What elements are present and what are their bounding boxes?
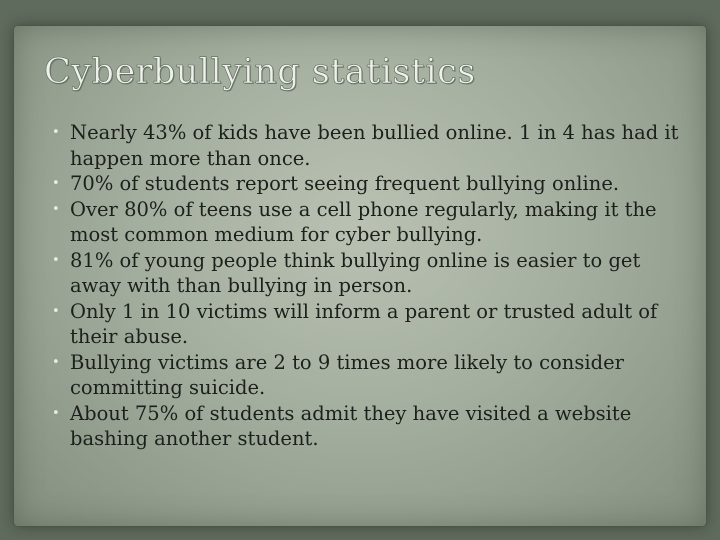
bullet-item: [52, 401, 692, 452]
bullet-text: 81% of young people think bullying online is easier to get away with than bullying in person.: [70, 248, 641, 297]
bullet-dot-icon: •: [52, 354, 60, 370]
bullet-dot-icon: •: [52, 201, 60, 217]
bullet-item: [52, 299, 692, 350]
bullet-text: Only 1 in 10 victims will inform a parent or trusted adult of their abuse.: [70, 299, 658, 348]
bullet-dot-icon: •: [52, 252, 60, 268]
bullet-dot-icon: •: [52, 125, 60, 140]
bullet-item: [52, 171, 692, 197]
bullet-text: Bullying victims are 2 to 9 times more likely to consider committing suicide.: [70, 350, 624, 399]
bullet-text: About 75% of students admit they have visited a website bashing another student.: [70, 401, 632, 450]
bullet-text: Nearly 43% of kids have been bullied online. 1 in 4 has had it happen more than once.: [70, 121, 679, 170]
bullet-list: [52, 120, 692, 452]
bullet-item: [52, 248, 692, 299]
bullet-text: 70% of students report seeing frequent bullying online.: [70, 172, 620, 195]
bullet-dot-icon: •: [52, 405, 60, 421]
bullet-text: Over 80% of teens use a cell phone regularly, making it the most common medium for cyber bullying.: [70, 197, 657, 246]
bullet-item: [52, 197, 692, 248]
bullet-dot-icon: •: [52, 176, 60, 191]
bullet-item: [52, 120, 692, 171]
bullet-dot-icon: •: [52, 303, 60, 319]
bullet-item: [52, 350, 692, 401]
slide-title: Cyberbullying statistics: [44, 52, 476, 92]
